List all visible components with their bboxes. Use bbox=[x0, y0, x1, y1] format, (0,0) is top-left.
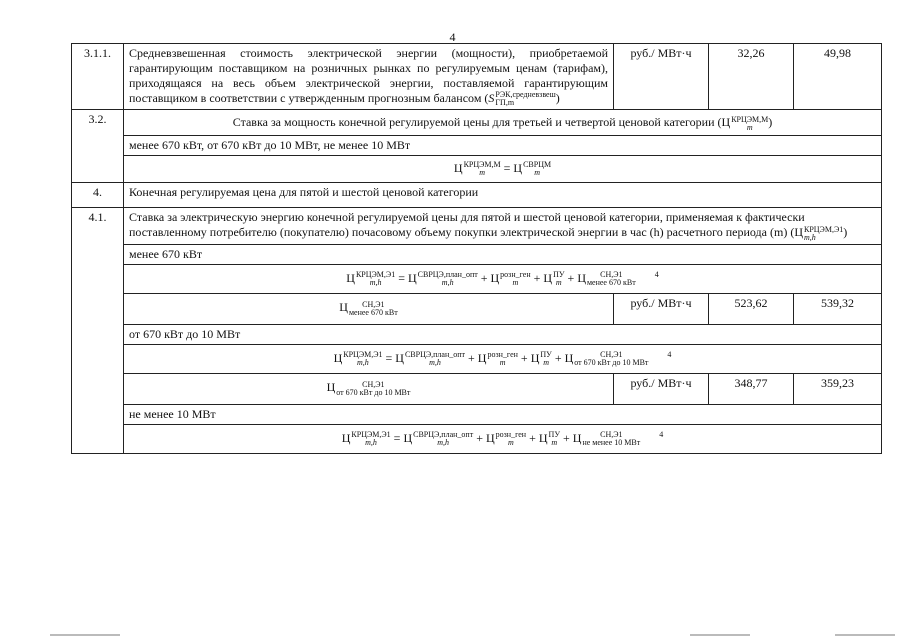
row-3-1-1 bbox=[72, 44, 882, 110]
group-value-row bbox=[72, 373, 882, 404]
row-number: 3.1.1. bbox=[72, 44, 124, 110]
symbol-indices: РЭК,средневзвеш ГП,m bbox=[495, 90, 556, 108]
scan-artifact bbox=[50, 634, 120, 636]
unit-cell: руб./ МВт·ч bbox=[614, 373, 709, 404]
group-label-row bbox=[72, 244, 882, 264]
group-label-row bbox=[72, 404, 882, 424]
component-symbol: Ц СН,Э1 менее 670 кВт bbox=[124, 293, 614, 324]
row-4 bbox=[72, 183, 882, 208]
footnote-mark: 4 bbox=[654, 269, 659, 279]
formula: Ц КРЦЭМ,Э1 m,h = Ц СВРЦЭ,план_опт m,h + Ц розн_ген m + Ц ПУ m + Ц СН,Э1 не менее 10 МВт $^4$ bbox=[124, 424, 882, 453]
footnote-mark: 4 bbox=[659, 429, 664, 439]
component-symbol: Ц СН,Э1 от 670 кВт до 10 МВт bbox=[124, 373, 614, 404]
value-cell: 348,77 bbox=[709, 373, 794, 404]
row-number: 4. bbox=[72, 183, 124, 208]
group-label: не менее 10 МВт bbox=[124, 404, 882, 424]
row-description: Ставка за электрическую энергию конечной регулируемой цены для пятой и шестой ценовой категории, применяемая к фактически поставленному потребителю (покупателю) почасовому объему покупки электрической энергии в час (h) расчетного периода (m) (Ц КРЦЭМ,Э1 m,h ) bbox=[124, 208, 882, 244]
row-description: Конечная регулируемая цена для пятой и шестой ценовой категории bbox=[124, 183, 882, 208]
footnote-mark: 4 bbox=[667, 349, 672, 359]
row-description: Средневзвешенная стоимость электрической энергии (мощности), приобретаемой гарантирующим поставщиком на розничных рынках по регулируемым ценам (тарифам), приходящаяся на весь объем электрической энергии, поставляемой гарантирующим поставщиком в соответствии с утвержденным прогнозным балансом (S РЭК,средневзвеш ГП,m ) bbox=[124, 44, 614, 110]
tariff-table bbox=[71, 43, 882, 454]
group-value-row bbox=[72, 293, 882, 324]
value-cell: 539,32 bbox=[794, 293, 882, 324]
page-number: 4 bbox=[449, 30, 456, 44]
unit-cell: руб./ МВт·ч bbox=[614, 44, 709, 110]
row-number: 3.2. bbox=[72, 110, 124, 136]
formula: Ц КРЦЭМ,Э1 m,h = Ц СВРЦЭ,план_опт m,h + Ц розн_ген m + Ц ПУ m + Ц СН,Э1 от 670 кВт до 10 МВт $^4$ bbox=[124, 344, 882, 373]
group-label: менее 670 кВт bbox=[124, 244, 882, 264]
value-cell: 32,26 bbox=[709, 44, 794, 110]
symbol: S bbox=[488, 91, 495, 105]
group-formula-row bbox=[72, 264, 882, 293]
row-4-1 bbox=[72, 208, 882, 244]
row-3-2-formula bbox=[72, 156, 882, 183]
group-label: от 670 кВт до 10 МВт bbox=[124, 324, 882, 344]
scan-artifact bbox=[835, 634, 895, 636]
formula: Ц КРЦЭМ,М m = Ц СВРЦМ m bbox=[124, 156, 882, 183]
group-label-row bbox=[72, 324, 882, 344]
formula: Ц КРЦЭМ,Э1 m,h = Ц СВРЦЭ,план_опт m,h + Ц розн_ген m + Ц ПУ m + Ц СН,Э1 менее 670 кВт $^4$ bbox=[124, 264, 882, 293]
group-formula-row bbox=[72, 344, 882, 373]
value-cell: 359,23 bbox=[794, 373, 882, 404]
capacity-scope: менее 670 кВт, от 670 кВт до 10 МВт, не менее 10 МВт bbox=[124, 136, 882, 156]
row-number: 4.1. bbox=[72, 208, 124, 244]
value-cell: 49,98 bbox=[794, 44, 882, 110]
unit-cell: руб./ МВт·ч bbox=[614, 293, 709, 324]
row-3-2 bbox=[72, 110, 882, 136]
scan-artifact bbox=[690, 634, 750, 636]
group-formula-row bbox=[72, 424, 882, 453]
row-description: Ставка за мощность конечной регулируемой цены для третьей и четвертой ценовой категории (Ц КРЦЭМ,М m ) bbox=[124, 110, 882, 136]
value-cell: 523,62 bbox=[709, 293, 794, 324]
row-3-2-scope bbox=[72, 136, 882, 156]
